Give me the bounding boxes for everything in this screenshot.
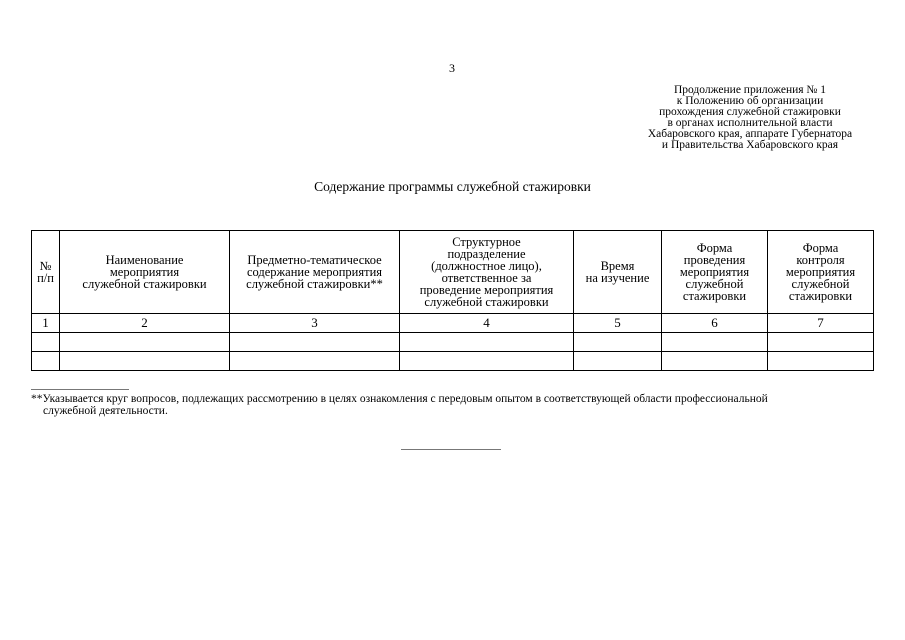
end-of-document-rule — [401, 449, 501, 450]
table-cell — [230, 352, 400, 371]
footnote-separator — [31, 389, 129, 390]
footnote-line: **Указывается круг вопросов, подлежащих рассмотрению в целях ознакомления с передовым опытом в соответствующей области профессиональной — [31, 393, 768, 405]
table-cell — [574, 333, 662, 352]
header-conduct-form: Форма проведения мероприятия служебной стажировки — [662, 231, 768, 314]
table-row — [32, 352, 874, 371]
table-cell — [400, 352, 574, 371]
appendix-line: Хабаровского края, аппарате Губернатора — [647, 128, 853, 140]
document-title: Содержание программы служебной стажировки — [314, 179, 591, 194]
header-responsible-unit: Структурное подразделение (должностное лицо), ответственное за проведение мероприятия служебной стажировки — [400, 231, 574, 314]
appendix-line: к Положению об организации — [676, 95, 824, 107]
column-number: 5 — [574, 314, 662, 333]
column-number: 6 — [662, 314, 768, 333]
column-number: 4 — [400, 314, 574, 333]
header-subject-content: Предметно-тематическое содержание мероприятия служебной стажировки** — [230, 231, 400, 314]
page-number: 3 — [449, 61, 455, 75]
header-number: № п/п — [32, 231, 60, 314]
appendix-line: прохождения служебной стажировки — [659, 106, 841, 118]
table-cell — [400, 333, 574, 352]
table-row — [32, 333, 874, 352]
appendix-reference — [620, 85, 880, 151]
header-control-form: Форма контроля мероприятия служебной стажировки — [768, 231, 874, 314]
table-cell — [60, 352, 230, 371]
footnote — [31, 393, 876, 417]
table-cell — [768, 333, 874, 352]
program-table — [31, 230, 874, 371]
table-cell — [768, 352, 874, 371]
table-cell — [230, 333, 400, 352]
table-cell — [32, 352, 60, 371]
table-cell — [662, 333, 768, 352]
header-event-name: Наименование мероприятия служебной стажировки — [60, 231, 230, 314]
column-number: 2 — [60, 314, 230, 333]
table-cell — [574, 352, 662, 371]
footnote-line: служебной деятельности. — [43, 405, 168, 417]
table-cell — [662, 352, 768, 371]
appendix-line: в органах исполнительной власти — [667, 117, 833, 129]
appendix-line: и Правительства Хабаровского края — [661, 139, 839, 151]
header-study-time: Время на изучение — [574, 231, 662, 314]
column-number-row — [32, 314, 874, 333]
table-header-row — [32, 231, 874, 314]
column-number: 3 — [230, 314, 400, 333]
table-cell — [32, 333, 60, 352]
column-number: 7 — [768, 314, 874, 333]
column-number: 1 — [32, 314, 60, 333]
appendix-line: Продолжение приложения № 1 — [673, 84, 827, 96]
table-cell — [60, 333, 230, 352]
